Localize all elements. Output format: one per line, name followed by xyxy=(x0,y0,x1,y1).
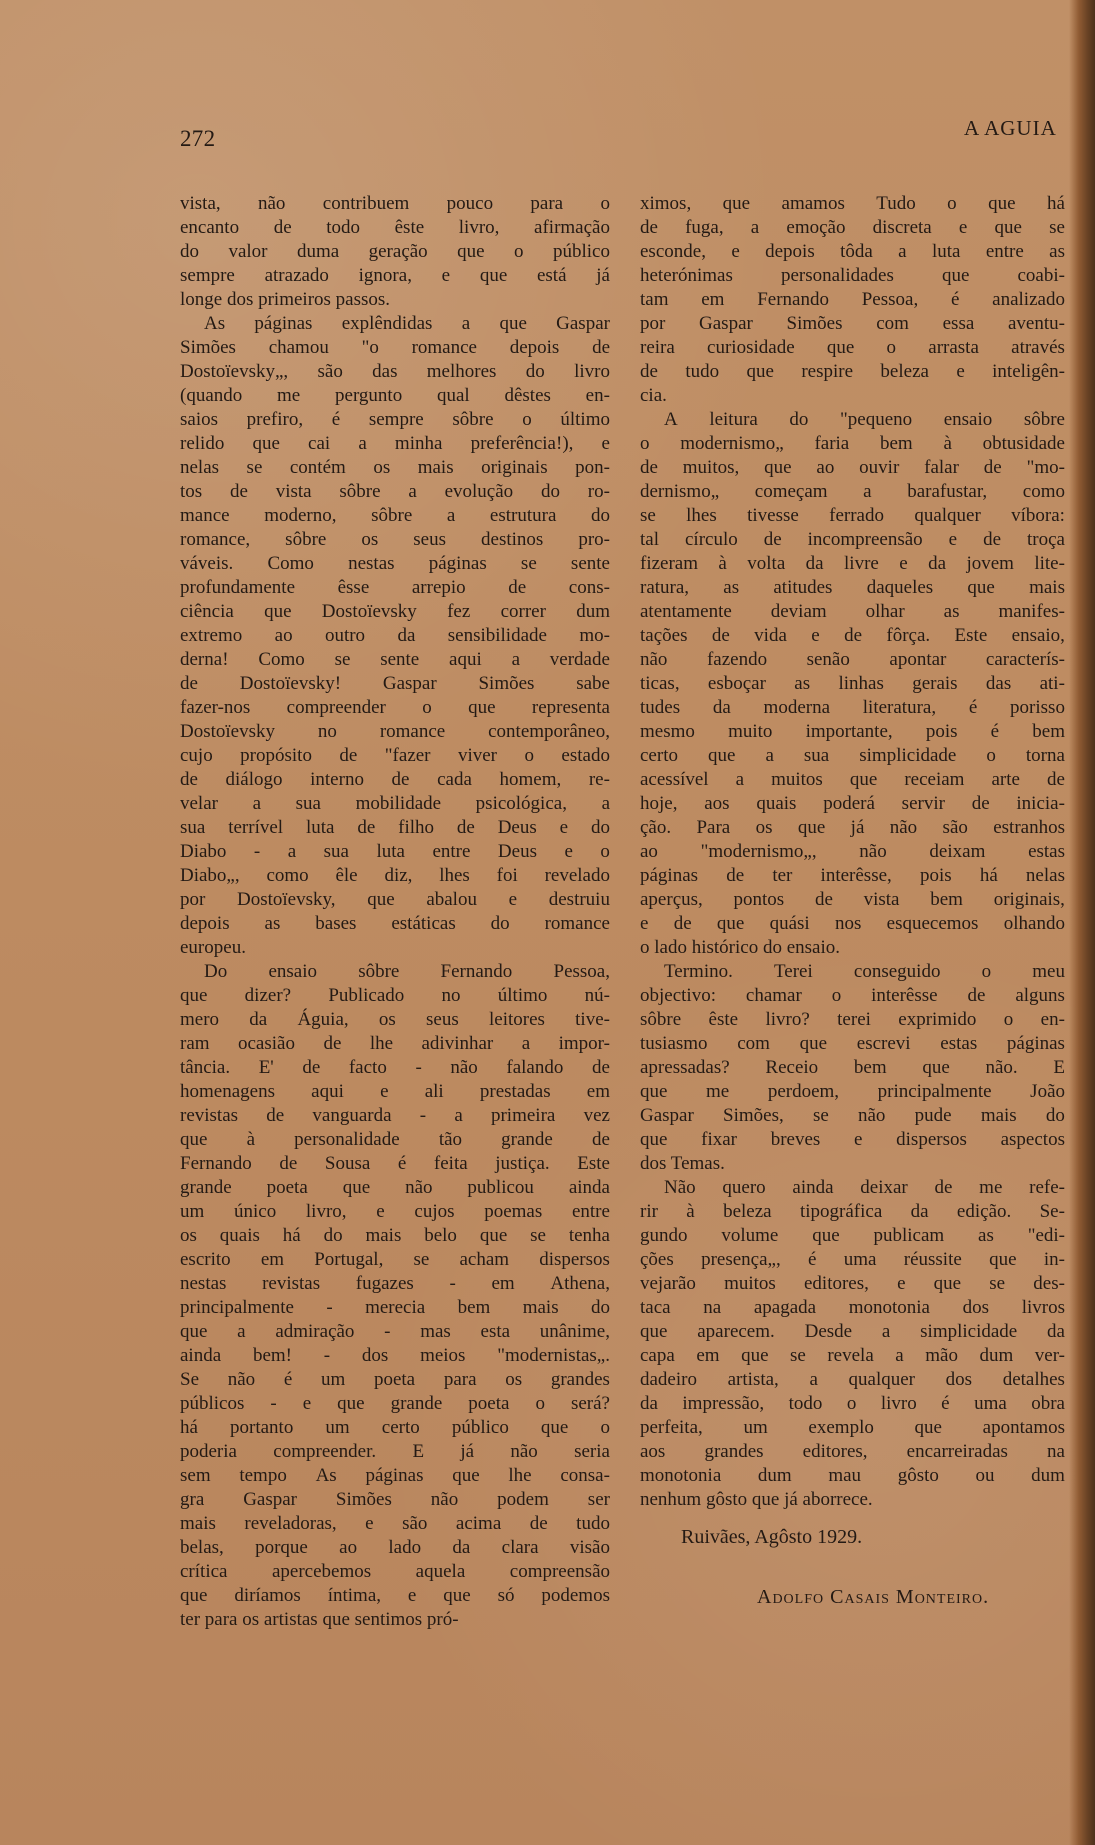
text-line: váveis. Como nestas páginas se sente xyxy=(180,553,610,574)
text-line: de tudo que respire beleza e inteligên- xyxy=(640,361,1065,382)
text-line: da impressão, todo o livro é uma obra xyxy=(640,1393,1065,1414)
text-line: tam em Fernando Pessoa, é analizado xyxy=(640,289,1065,310)
text-line: ção. Para os que já não são estranhos xyxy=(640,817,1065,838)
text-line: do valor duma geração que o público xyxy=(180,241,610,262)
text-line: mesmo muito importante, pois é bem xyxy=(640,721,1065,742)
text-line: mance moderno, sôbre a estrutura do xyxy=(180,505,610,526)
text-line: ximos, que amamos Tudo o que há xyxy=(640,193,1065,214)
text-line: mais reveladoras, e são acima de tudo xyxy=(180,1513,610,1534)
text-line: Gaspar Simões, se não pude mais do xyxy=(640,1105,1065,1126)
text-line: acessível a muitos que receiam arte de xyxy=(640,769,1065,790)
text-line: Dostoïevsky no romance contemporâneo, xyxy=(180,721,610,742)
text-line: Se não é um poeta para os grandes xyxy=(180,1369,610,1390)
text-line: ao "modernismo„, não deixam estas xyxy=(640,841,1065,862)
text-line: não fazendo senão apontar caracterís- xyxy=(640,649,1065,670)
text-line: vista, não contribuem pouco para o xyxy=(180,193,610,214)
text-line: que fixar breves e dispersos aspectos xyxy=(640,1129,1065,1150)
text-line: há portanto um certo público que o xyxy=(180,1417,610,1438)
text-line: fazer-nos compreender o que representa xyxy=(180,697,610,718)
text-line: depois as bases estáticas do romance xyxy=(180,913,610,934)
text-line: apressadas? Receio bem que não. E xyxy=(640,1057,1065,1078)
text-line: Diabo„, como êle diz, lhes foi revelado xyxy=(180,865,610,886)
text-line: que a admiração - mas esta unânime, xyxy=(180,1321,610,1342)
text-line: Simões chamou "o romance depois de xyxy=(180,337,610,358)
text-line: derna! Como se sente aqui a verdade xyxy=(180,649,610,670)
text-line: e de que quási nos esquecemos olhando xyxy=(640,913,1065,934)
text-line: aos grandes editores, encarreiradas na xyxy=(640,1441,1065,1462)
text-line: páginas de ter interêsse, pois há nelas xyxy=(640,865,1065,886)
author-signature: Adolfo Casais Monteiro. xyxy=(757,1586,990,1608)
text-line: sôbre êste livro? terei exprimido o en- xyxy=(640,1009,1065,1030)
text-line: se lhes tivesse ferrado qualquer víbora: xyxy=(640,505,1065,526)
left-text-column xyxy=(180,192,610,1632)
text-line: cia. xyxy=(640,385,667,406)
text-line: aperçus, pontos de vista bem originais, xyxy=(640,889,1065,910)
text-line: gundo volume que publicam as "edi- xyxy=(640,1225,1065,1246)
text-line: atentamente deviam olhar as manifes- xyxy=(640,601,1065,622)
text-line: revistas de vanguarda - a primeira vez xyxy=(180,1105,610,1126)
text-line: heterónimas personalidades que coabi- xyxy=(640,265,1065,286)
text-line: profundamente êsse arrepio de cons- xyxy=(180,577,610,598)
text-line: tância. E' de facto - não falando de xyxy=(180,1057,610,1078)
text-line: tusiasmo com que escrevi estas páginas xyxy=(640,1033,1065,1054)
text-line: que diríamos íntima, e que só podemos xyxy=(180,1585,610,1606)
text-line: (quando me pergunto qual dêstes en- xyxy=(180,385,610,406)
text-line: belas, porque ao lado da clara visão xyxy=(180,1537,610,1558)
text-line: de diálogo interno de cada homem, re- xyxy=(180,769,610,790)
text-line: tudes da moderna literatura, é porisso xyxy=(640,697,1065,718)
right-text-column xyxy=(640,192,1065,1512)
text-line: esconde, e depois tôda a luta entre as xyxy=(640,241,1065,262)
text-line: As páginas explêndidas a que Gaspar xyxy=(204,313,610,334)
text-line: que me perdoem, principalmente João xyxy=(640,1081,1065,1102)
text-line: objectivo: chamar o interêsse de alguns xyxy=(640,985,1065,1006)
text-line: Fernando de Sousa é feita justiça. Este xyxy=(180,1153,610,1174)
text-line: hoje, aos quais poderá servir de inicia- xyxy=(640,793,1065,814)
text-line: europeu. xyxy=(180,937,246,958)
text-line: principalmente - merecia bem mais do xyxy=(180,1297,610,1318)
text-line: de fuga, a emoção discreta e que se xyxy=(640,217,1065,238)
text-line: de Dostoïevsky! Gaspar Simões sabe xyxy=(180,673,610,694)
text-line: dos Temas. xyxy=(640,1153,725,1174)
text-line: Dostoïevsky„, são das melhores do livro xyxy=(180,361,610,382)
text-line: gra Gaspar Simões não podem ser xyxy=(180,1489,610,1510)
text-line: ainda bem! - dos meios "modernistas„. xyxy=(180,1345,610,1366)
page-number: 272 xyxy=(180,126,216,151)
text-line: crítica apercebemos aquela compreensão xyxy=(180,1561,610,1582)
text-line: sua terrível luta de filho de Deus e do xyxy=(180,817,610,838)
text-line: que dizer? Publicado no último nú- xyxy=(180,985,610,1006)
text-line: ticas, esboçar as linhas gerais das ati- xyxy=(640,673,1065,694)
text-line: saios prefiro, é sempre sôbre o último xyxy=(180,409,610,430)
text-line: por Dostoïevsky, que abalou e destruiu xyxy=(180,889,610,910)
text-line: Não quero ainda deixar de me refe- xyxy=(664,1177,1065,1198)
text-line: públicos - e que grande poeta o será? xyxy=(180,1393,610,1414)
text-line: taca na apagada monotonia dos livros xyxy=(640,1297,1065,1318)
text-line: nenhum gôsto que já aborrece. xyxy=(640,1489,873,1510)
text-line: tações de vida e de fôrça. Este ensaio, xyxy=(640,625,1065,646)
text-line: ratura, as atitudes daqueles que mais xyxy=(640,577,1065,598)
text-line: de muitos, que ao ouvir falar de "mo- xyxy=(640,457,1065,478)
text-line: encanto de todo êste livro, afirmação xyxy=(180,217,610,238)
text-line: Termino. Terei conseguido o meu xyxy=(664,961,1065,982)
text-line: sem tempo As páginas que lhe consa- xyxy=(180,1465,610,1486)
text-line: homenagens aqui e ali prestadas em xyxy=(180,1081,610,1102)
page-edge-shadow xyxy=(1069,0,1095,1845)
text-line: ter para os artistas que sentimos pró- xyxy=(180,1609,459,1630)
text-line: cujo propósito de "fazer viver o estado xyxy=(180,745,610,766)
text-line: fizeram à volta da livre e da jovem lite- xyxy=(640,553,1065,574)
text-line: tal círculo de incompreensão e de troça xyxy=(640,529,1065,550)
text-line: monotonia dum mau gôsto ou dum xyxy=(640,1465,1065,1486)
text-line: que aparecem. Desde a simplicidade da xyxy=(640,1321,1065,1342)
text-line: A leitura do "pequeno ensaio sôbre xyxy=(664,409,1065,430)
text-line: grande poeta que não publicou ainda xyxy=(180,1177,610,1198)
text-line: nestas revistas fugazes - em Athena, xyxy=(180,1273,610,1294)
place-and-date: Ruivães, Agôsto 1929. xyxy=(681,1526,863,1548)
text-line: ciência que Dostoïevsky fez correr dum xyxy=(180,601,610,622)
text-line: capa em que se revela a mão dum ver- xyxy=(640,1345,1065,1366)
text-line: certo que a sua simplicidade o torna xyxy=(640,745,1065,766)
text-line: nelas se contém os mais originais pon- xyxy=(180,457,610,478)
text-line: um único livro, e cujos poemas entre xyxy=(180,1201,610,1222)
text-line: reira curiosidade que o arrasta através xyxy=(640,337,1065,358)
text-line: poderia compreender. E já não seria xyxy=(180,1441,610,1462)
text-line: rir à beleza tipográfica da edição. Se- xyxy=(640,1201,1065,1222)
text-line: relido que cai a minha preferência!), e xyxy=(180,433,610,454)
text-line: ram ocasião de lhe adivinhar a impor- xyxy=(180,1033,610,1054)
text-line: vejarão muitos editores, e que se des- xyxy=(640,1273,1065,1294)
text-line: tos de vista sôbre a evolução do ro- xyxy=(180,481,610,502)
running-title: A AGUIA xyxy=(964,116,1057,140)
text-line: por Gaspar Simões com essa aventu- xyxy=(640,313,1065,334)
text-line: o lado histórico do ensaio. xyxy=(640,937,840,958)
text-line: Do ensaio sôbre Fernando Pessoa, xyxy=(204,961,610,982)
text-line: dernismo„ começam a barafustar, como xyxy=(640,481,1065,502)
text-line: perfeita, um exemplo que apontamos xyxy=(640,1417,1065,1438)
text-line: que à personalidade tão grande de xyxy=(180,1129,610,1150)
text-line: romance, sôbre os seus destinos pro- xyxy=(180,529,610,550)
text-line: Diabo - a sua luta entre Deus e o xyxy=(180,841,610,862)
text-line: o modernismo„ faria bem à obtusidade xyxy=(640,433,1065,454)
text-line: velar a sua mobilidade psicológica, a xyxy=(180,793,610,814)
text-line: ções presença„, é uma réussite que in- xyxy=(640,1249,1065,1270)
text-line: os quais há do mais belo que se tenha xyxy=(180,1225,610,1246)
text-line: extremo ao outro da sensibilidade mo- xyxy=(180,625,610,646)
text-line: escrito em Portugal, se acham dispersos xyxy=(180,1249,610,1270)
text-line: mero da Águia, os seus leitores tive- xyxy=(180,1009,610,1030)
text-line: sempre atrazado ignora, e que está já xyxy=(180,265,610,286)
text-line: dadeiro artista, a qualquer dos detalhes xyxy=(640,1369,1065,1390)
text-line: longe dos primeiros passos. xyxy=(180,289,391,310)
